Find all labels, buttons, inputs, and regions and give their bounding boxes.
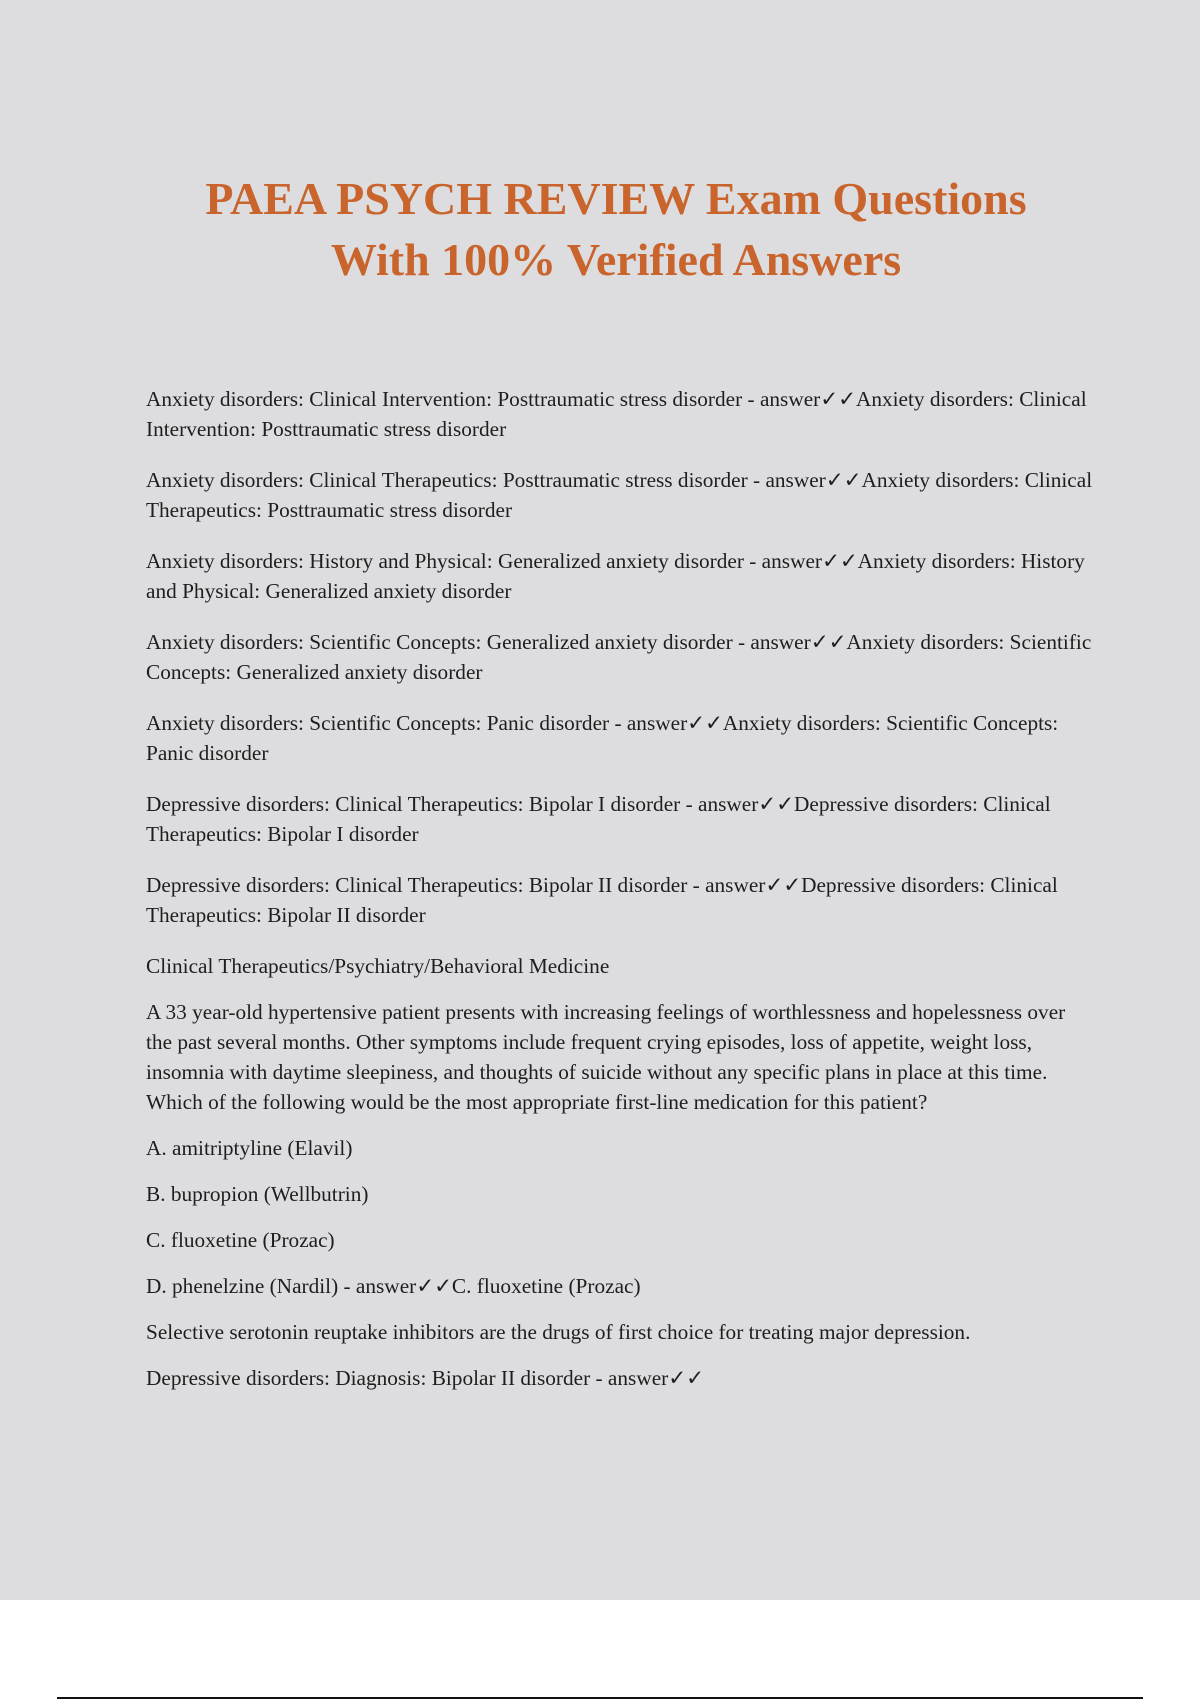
qa-item: Anxiety disorders: Clinical Therapeutics: Posttraumatic stress disorder - answer✓✓Anxiety disorders: Clinical Therapeutics: Posttraumatic stress disorder	[146, 468, 1093, 522]
qa-item: Anxiety disorders: Scientific Concepts: Generalized anxiety disorder - answer✓✓Anxiety disorders: Scientific Concepts: Generalized anxiety disorder	[146, 630, 1092, 684]
document-title	[0, 168, 1200, 290]
title-line-2: With 100% Verified Answers	[330, 234, 902, 285]
answer-option-d: D. phenelzine (Nardil) - answer✓✓C. fluoxetine (Prozac)	[146, 1274, 641, 1298]
explanation: Selective serotonin reuptake inhibitors are the drugs of first choice for treating major depression.	[146, 1320, 971, 1344]
answer-option-c: C. fluoxetine (Prozac)	[146, 1228, 335, 1252]
answer-option-b: B. bupropion (Wellbutrin)	[146, 1182, 369, 1206]
qa-item: Depressive disorders: Clinical Therapeutics: Bipolar I disorder - answer✓✓Depressive disorders: Clinical Therapeutics: Bipolar I disorder	[146, 792, 1051, 846]
qa-item: Depressive disorders: Clinical Therapeutics: Bipolar II disorder - answer✓✓Depressive disorders: Clinical Therapeutics: Bipolar II disorder	[146, 873, 1058, 927]
qa-item: Anxiety disorders: History and Physical: Generalized anxiety disorder - answer✓✓Anxiety disorders: History and Physical: Generalized anxiety disorder	[146, 549, 1085, 603]
qa-item: Depressive disorders: Diagnosis: Bipolar II disorder - answer✓✓	[146, 1366, 704, 1390]
footer-divider	[57, 1697, 1143, 1699]
qa-item: Anxiety disorders: Scientific Concepts: Panic disorder - answer✓✓Anxiety disorders: Scientific Concepts: Panic disorder	[146, 711, 1059, 765]
answer-option-a: A. amitriptyline (Elavil)	[146, 1136, 353, 1160]
title-line-1: PAEA PSYCH REVIEW Exam Questions	[205, 173, 1027, 224]
section-heading: Clinical Therapeutics/Psychiatry/Behavioral Medicine	[146, 954, 610, 978]
question-stem: A 33 year-old hypertensive patient presents with increasing feelings of worthlessness and hopelessness over the past several months. Other symptoms include frequent crying episodes, loss of appetite, weight loss, insomnia with daytime sleepiness, and thoughts of suicide without any specific plans in place at this time. Which of the following would be the most appropriate first-line medication for this patient?	[146, 1000, 1066, 1114]
qa-item: Anxiety disorders: Clinical Intervention: Posttraumatic stress disorder - answer✓✓Anxiety disorders: Clinical Intervention: Posttraumatic stress disorder	[146, 387, 1087, 441]
document-body	[146, 384, 1096, 1409]
